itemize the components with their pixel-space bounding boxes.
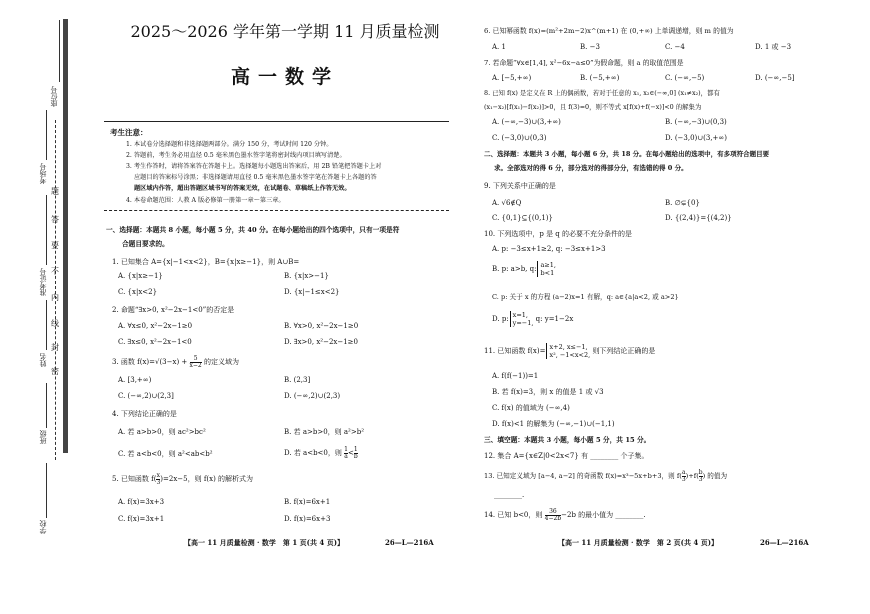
school-label: 学校: [39, 520, 47, 534]
numerator: 1: [344, 445, 348, 453]
option-d: D. {(2,4)}={(4,2)}: [665, 214, 732, 222]
option-d: D. 1 或 −3: [755, 43, 792, 51]
question-stem: 7. 若命题“∀x∈[1,4], x²−6x−a≤0”为假命题，则 a 的取值范围是: [484, 59, 684, 67]
answer-blank: ________.: [494, 491, 525, 499]
option-d: D. {x|−1≤x<2}: [284, 288, 340, 296]
option-c: C. {x|x<2}: [118, 288, 158, 296]
seal-char: 答: [51, 215, 59, 224]
option-text: D. 若 a<b<0，则: [284, 449, 342, 457]
option-a: A. f(x)=3x+3: [118, 498, 165, 506]
stem-text: 13. 已知定义域为 [a−4, a−2] 的奇函数 f(x)=x³−5x+b+3，则 f(: [484, 472, 682, 480]
stem-text: 则下列结论正确的是: [592, 347, 656, 355]
footer-left-title: 【高一 11 月质量检测 · 数学 第 1 页(共 4 页)】: [184, 538, 345, 547]
notice-item: 题区域内作答，超出答题区域书写的答案无效，在试题卷、草稿纸上作答无效。: [134, 185, 351, 192]
admission-number-line: [46, 195, 47, 265]
notice-item: 应题目的答案标号涂黑；非选择题请用直径 0.5 毫米黑色墨水签字笔在答题卡上各题的答: [134, 174, 377, 181]
question-stem: 4. 下列结论正确的是: [112, 410, 177, 418]
option-c: C. {0,1}⊆{(0,1)}: [492, 214, 553, 222]
option-d: D. (−∞,−5]: [755, 74, 795, 82]
case-line: x+2, x≤−1,: [549, 343, 588, 351]
admission-number-label: 准考证号: [39, 268, 47, 296]
option-c: C. f(x) 的值域为 (−∞,4): [492, 404, 570, 412]
question-stem: [484, 343, 655, 359]
question-stem: 1. 已知集合 A={x|−1<x<2}，B={x|x≥−1}，则 A∪B=: [112, 258, 300, 266]
option-b: B. (−5,+∞): [580, 74, 620, 82]
question-stem: [484, 469, 727, 483]
question-stem: 9. 下列关系中正确的是: [484, 182, 556, 190]
denominator: x−2: [189, 361, 202, 369]
option-b: B. (2,3]: [284, 376, 311, 384]
section1-heading-cont: 合题目要求的。: [122, 240, 169, 248]
question-stem: 2. 命题“∃x>0, x²−2x−1<0”的否定是: [112, 306, 235, 314]
option-b: [492, 261, 556, 277]
stem-text: 11. 已知函数 f(x)=: [484, 347, 546, 355]
option-text: B. p: a>b, q:: [492, 265, 537, 273]
option-b: B. 若 a>b>0，则 a²>b²: [284, 428, 365, 436]
option-d: D. f(x)<1 的解集为 (−∞,−1)∪(−1,1): [492, 420, 615, 428]
seal-char: 内: [51, 293, 59, 302]
option-a: A. 1: [492, 43, 506, 51]
class-label: 班级: [39, 430, 47, 444]
seal-char: 题: [51, 187, 59, 196]
question-stem: 8. 已知 f(x) 是定义在 R 上的偶函数，若对于任意的 x₁, x₂∈(−∞,0] (x₁≠x₂)，都有: [484, 89, 720, 97]
seal-dashed-line: [55, 120, 56, 460]
case-brace: [537, 261, 556, 277]
seal-char: 线: [51, 319, 59, 328]
question-stem: [112, 472, 253, 486]
name-label: 姓名: [39, 353, 47, 367]
footer-right-code: 26—L—216A: [760, 538, 809, 547]
question-stem-cont: (x₁−x₂)[f(x₁)−f(x₂)]>0，且 f(3)=0，则不等式 x[f(x)+f(−x)]<0 的解集为: [484, 103, 702, 111]
question-stem: [484, 508, 646, 522]
fraction: [354, 447, 358, 460]
fraction: [545, 509, 562, 522]
option-c: C. −4: [665, 43, 685, 51]
option-c: C. (−∞,2)∪(2,3]: [118, 392, 174, 400]
seal-char: 要: [51, 241, 59, 250]
option-c: C. f(x)=3x+1: [118, 515, 165, 523]
notice-item: 4. 本卷命题范围：人教 A 版必修第一册第一章～第三章。: [126, 197, 285, 204]
notice-heading: 考生注意：: [110, 128, 148, 137]
class-line: [46, 383, 47, 428]
option-text: D. p:: [492, 315, 509, 323]
numerator: x: [156, 471, 161, 479]
option-c: C. (−∞,−5): [665, 74, 705, 82]
option-d: D. (−3,0)∪(3,+∞): [665, 134, 727, 142]
school-line: [46, 463, 47, 518]
stem-text: ) 的值为: [702, 472, 728, 480]
denominator: a: [344, 452, 348, 460]
option-a: A. p: −3≤x+1≥2, q: −3≤x+1>3: [492, 245, 606, 253]
numerator: 5: [190, 356, 202, 363]
seat-number-label: 座位号: [50, 86, 58, 107]
seal-char: 不: [51, 267, 59, 276]
option-d: D. f(x)=6x+3: [284, 515, 331, 523]
option-d: D. ∃x>0, x²−2x−1≥0: [284, 338, 358, 346]
footer-left-code: 26—L—216A: [385, 538, 434, 547]
option-d: [284, 446, 358, 460]
option-d: [492, 311, 573, 327]
option-d: D. (−∞,2)∪(2,3): [284, 392, 341, 400]
exam-room-line: [46, 110, 47, 160]
header-rule: [104, 121, 449, 122]
fraction: [190, 356, 202, 369]
stem-text: 5. 已知函数 f(: [112, 475, 157, 483]
option-a: A. 若 a>b>0，则 ac²>bc²: [118, 428, 206, 436]
notice-item: 3. 考生作答时，请将答案答在答题卡上。选择题每小题选出答案后，用 2B 铅笔把答题卡上对: [126, 163, 382, 170]
section2-heading-cont: 求。全部选对的得 6 分，部分选对的得部分分，有选错的得 0 分。: [494, 164, 688, 172]
option-a: A. ∀x≤0, x²−2x−1≥0: [118, 322, 193, 330]
option-c: C. p: 关于 x 的方程 (a−2)x=1 有解，q: a∈{a|a<2, 或 a>2}: [492, 293, 679, 301]
option-b: B. 若 f(x)=3，则 x 的值是 1 或 √3: [492, 388, 604, 396]
section1-heading: 一、选择题：本题共 8 小题，每小题 5 分，共 40 分。在每小题给出的四个选项中，只有一项是符: [106, 226, 400, 234]
option-c: C. 若 a<b<0，则 a²<ab<b²: [118, 450, 213, 458]
option-b: B. ∅⊊{0}: [665, 199, 700, 207]
binding-sidebar: [0, 0, 72, 614]
denominator: b: [353, 452, 358, 460]
stem-text: 的定义域为: [203, 358, 239, 366]
numerator: b: [698, 468, 703, 476]
option-text: <: [347, 449, 354, 457]
seal-char: 封: [51, 343, 59, 352]
case-brace: [546, 343, 590, 359]
option-a: A. (−∞,−3)∪(3,+∞): [492, 118, 561, 126]
question-stem: 10. 下列选项中，p 是 q 的必要不充分条件的是: [484, 230, 632, 238]
option-b: B. (−∞,−3)∪(0,3): [665, 118, 727, 126]
option-b: B. {x|x>−1}: [284, 272, 329, 280]
denominator: 4−2b: [544, 514, 562, 522]
case-brace: [510, 311, 534, 327]
option-b: B. −3: [580, 43, 600, 51]
exam-subject: 高一数学: [230, 66, 339, 88]
option-b: B. f(x)=6x+1: [284, 498, 331, 506]
seat-number-line: [59, 20, 60, 82]
question-12: 12. 集合 A={x∈Z|0<2x<7} 有 ________ 个子集。: [484, 452, 649, 460]
name-line: [46, 300, 47, 350]
stem-text: )=2x−5，则 f(x) 的解析式为: [160, 475, 254, 483]
numerator: 1: [353, 445, 358, 453]
stem-text: 3. 函数 f(x)=√(3−x) +: [112, 358, 188, 366]
exam-room-label: 考场号: [39, 163, 47, 184]
option-a: A. √6∉Q: [492, 199, 522, 207]
question-stem: [112, 355, 239, 369]
option-a: A. f(f(−1))=1: [492, 372, 539, 380]
denominator: 3: [681, 475, 686, 483]
notice-item: 1. 本试卷分选择题和非选择题两部分。满分 150 分，考试时间 120 分钟。: [126, 141, 333, 148]
case-line: x², −1<x<2,: [549, 351, 591, 359]
numerator: 36: [545, 509, 562, 516]
case-line: y=−1,: [512, 319, 534, 327]
option-a: A. [−5,+∞): [492, 74, 532, 82]
case-line: b<1: [540, 269, 555, 277]
option-b: B. ∀x>0, x²−2x−1≥0: [284, 322, 359, 330]
footer-right-title: 【高一 11 月质量检测 · 数学 第 2 页(共 4 页)】: [558, 538, 719, 547]
notice-item: 2. 答题前，考生务必用直径 0.5 毫米黑色墨水签字笔将密封线内项目填写清楚。: [126, 152, 346, 159]
option-text: q: y=1−2x: [535, 315, 574, 323]
option-a: A. {x|x≥−1}: [118, 272, 163, 280]
question-stem: 6. 已知幂函数 f(x)=(m²+2m−2)x^(m+1) 在 (0,+∞) 上单调递增，则 m 的值为: [484, 27, 734, 35]
notice-rule: [104, 210, 449, 211]
stem-text: 14. 已知 b<0，则: [484, 511, 543, 519]
stem-text: −2b 的最小值为 ________.: [561, 511, 646, 519]
seal-char: 密: [51, 367, 59, 376]
numerator: a: [681, 468, 686, 476]
denominator: 3: [698, 475, 703, 483]
option-c: C. (−3,0)∪(0,3): [492, 134, 547, 142]
section3-heading: 三、填空题：本题共 3 小题，每小题 5 分，共 15 分。: [484, 436, 651, 444]
stem-text: )+f(: [685, 472, 699, 480]
exam-title: 2025～2026 学年第一学期 11 月质量检测: [130, 22, 440, 41]
denominator: 3: [156, 478, 161, 486]
option-a: A. [3,+∞): [118, 376, 152, 384]
case-line: a≥1,: [540, 261, 556, 269]
case-line: x=1,: [512, 311, 528, 319]
seal-bar: [63, 19, 68, 453]
section2-heading: 二、选择题：本题共 3 小题，每小题 6 分，共 18 分。在每小题给出的选项中，有多项符合题目要: [484, 150, 770, 158]
option-c: C. ∃x≤0, x²−2x−1<0: [118, 338, 192, 346]
